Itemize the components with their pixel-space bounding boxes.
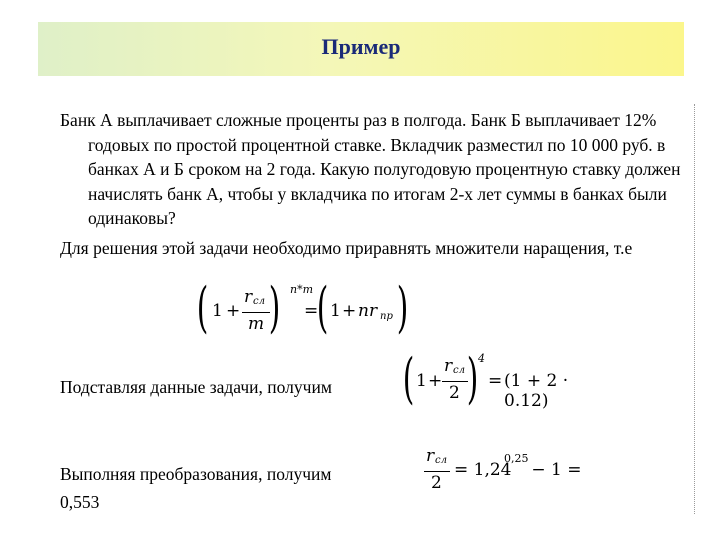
f1-one-right: 1 [330, 301, 341, 321]
f2-denominator: 2 [449, 383, 460, 403]
f1-nr: nr [358, 301, 378, 321]
close-paren: ) [268, 276, 281, 339]
transform-text: Выполняя преобразования, получим [60, 464, 332, 484]
f1-fraction-bar [242, 312, 270, 313]
f2-one: 1 [416, 371, 427, 391]
f1-exponent: n*m [290, 283, 314, 296]
formula-substituted [402, 347, 604, 411]
problem-statement: Банк А выплачивает сложные проценты раз в полгода. Банк Б выплачивает 12% годовых по простой процентной ставке. Вкладчик разместил по 10 000 руб. в банках А и Б сроком на 2 года. Какую полугодовую процентную ставку должен начислять банк А, чтобы у вкладчика по итогам 2-х лет суммы в банках были одинаковы? [60, 110, 681, 228]
f3-equals: = 1,24 [454, 460, 512, 480]
f2-r-sub: сл [453, 365, 465, 376]
f2-rhs: (1 + 2 · 0.12) [504, 371, 569, 411]
f2-fraction-bar [442, 381, 468, 382]
formula-growth-factors [196, 276, 420, 341]
f3-exponent: 0,25 [504, 452, 529, 465]
f2-r: r [444, 356, 453, 376]
solution-intro: Для решения этой задачи необходимо приравнять множители наращения, т.е [60, 238, 633, 258]
result-value: 0,553 [60, 492, 100, 512]
f3-fraction-bar [424, 471, 450, 472]
close-paren-right: ) [396, 276, 409, 339]
f1-plus-right: + [342, 301, 357, 321]
f3-tail: − 1 = [526, 460, 582, 480]
f3-r-sub: сл [435, 455, 447, 466]
f1-one: 1 [212, 301, 223, 321]
open-paren-right: ( [316, 276, 329, 339]
f2-equals: = [488, 371, 503, 391]
f1-equals: = [304, 301, 319, 321]
title-banner [38, 22, 684, 76]
f1-plus: + [226, 301, 241, 321]
f2-exponent: 4 [478, 352, 485, 365]
f1-nr-sub: пр [380, 311, 393, 322]
f1-m: m [248, 314, 265, 334]
f2-plus: + [428, 371, 443, 391]
substitute-text: Подставляя данные задачи, получим [60, 377, 332, 397]
open-paren: ( [196, 276, 209, 339]
f3-denominator: 2 [431, 473, 442, 493]
f1-r-sub: сл [253, 296, 265, 307]
slide-title: Пример [321, 34, 401, 59]
f1-r: r [244, 287, 253, 307]
formula-transformed [422, 446, 602, 496]
f3-r: r [426, 446, 435, 466]
f2-open-paren: ( [402, 347, 415, 410]
f2-close-paren: ) [466, 347, 479, 410]
f2-rhs-text: 1 + 2 · 0.12 [504, 371, 569, 411]
